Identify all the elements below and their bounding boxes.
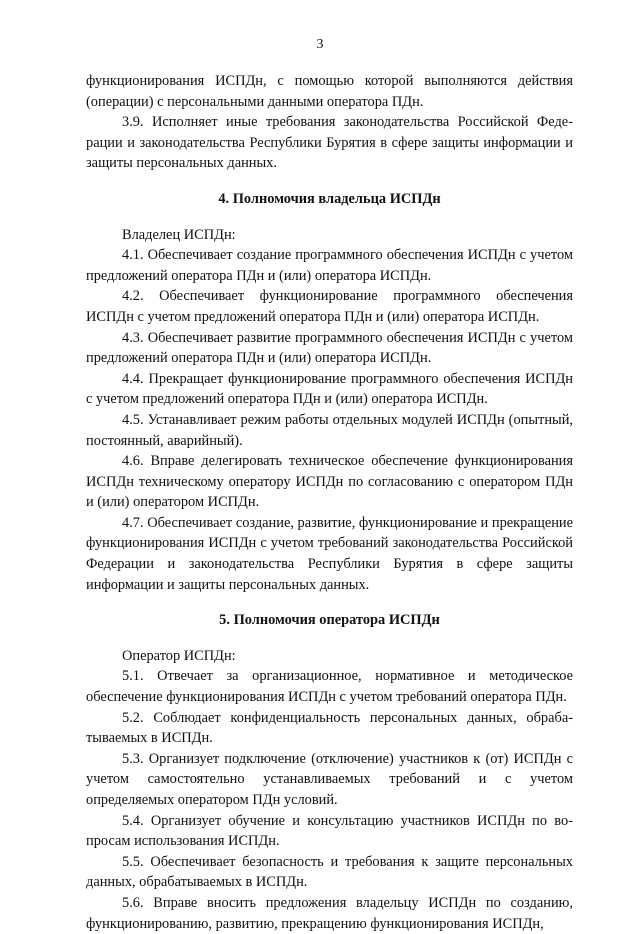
paragraph: 4.1. Обеспечивает создание программного обеспечения ИСПДн с учетом предложений оператора ПДн и (или) оператора ИСПДн.: [86, 247, 573, 284]
paragraph: 3.9. Исполняет иные требования законодательства Российской Федерации и законодательства Республики Бурятия в сфере защиты информации и защиты персональных данных.: [86, 114, 573, 172]
paragraph: 4.7. Обеспечивает создание, развитие, функционирование и прекращение функционирования ИСПДн с учетом требований законодательства Российской Федерации и законодательства Республики Бурятия в сфере защиты информации и защиты персональных данных.: [86, 514, 573, 593]
paragraph: 4.5. Устанавливает режим работы отдельных модулей ИСПДн (опытный, постоянный, аварийный).: [86, 411, 573, 449]
paragraph: 4.4. Прекращает функционирование программного обеспечения ИСПДн с учетом предложений оператора ПДн и (или) оператора ИСПДн.: [86, 370, 573, 408]
paragraph: 4.6. Вправе делегировать техническое обеспечение функционирования ИСПДн техническому оператору ИСПДн по согласованию с оператором ПДн и (или) оператором ИСПДн.: [86, 453, 573, 511]
section-heading: 4. Полномочия владельца ИСПДн: [218, 190, 441, 207]
paragraph: функционирования ИСПДн, с помощью которой выполняются действия (операции) с персональными данными оператора ПДн.: [86, 73, 573, 110]
paragraph: 5.3. Организует подключение (отключение) участников к (от) ИСПДн с учетом самостоятельно устанавливаемых требований и с учетом определяемых оператором ПДн условий.: [86, 750, 573, 808]
paragraph: 4.3. Обеспечивает развитие программного обеспечения ИСПДн с учетом предложений оператора ПДн и (или) оператора ИСПДн.: [86, 329, 573, 367]
paragraph: 4.2. Обеспечивает функционирование программного обеспечения ИСПДн с учетом предложений оператора ПДн и (или) оператора ИСПДн.: [86, 288, 573, 325]
paragraph: 5.6. Вправе вносить предложения владельцу ИСПДн по созданию, функционированию, развитию, прекращению функционирования ИСПДн,: [86, 894, 573, 932]
paragraph: Оператор ИСПДн:: [122, 647, 236, 664]
paragraph: Владелец ИСПДн:: [122, 226, 236, 243]
section-heading: 5. Полномочия оператора ИСПДн: [219, 612, 440, 629]
paragraph: 5.1. Отвечает за организационное, нормативное и методическое обеспечение функционирования ИСПДн с учетом требований оператора ПДн.: [86, 668, 573, 706]
paragraph: 5.5. Обеспечивает безопасность и требования к защите персональных данных, обрабатываемых в ИСПДн.: [86, 853, 573, 891]
document-body: [86, 71, 573, 934]
paragraph: 5.4. Организует обучение и консультацию участников ИСПДн по вопросам использования ИСПДн.: [86, 812, 573, 850]
page-number: 3: [316, 37, 324, 52]
paragraph: 5.2. Соблюдает конфиденциальность персональных данных, обрабатываемых в ИСПДн.: [86, 709, 573, 747]
